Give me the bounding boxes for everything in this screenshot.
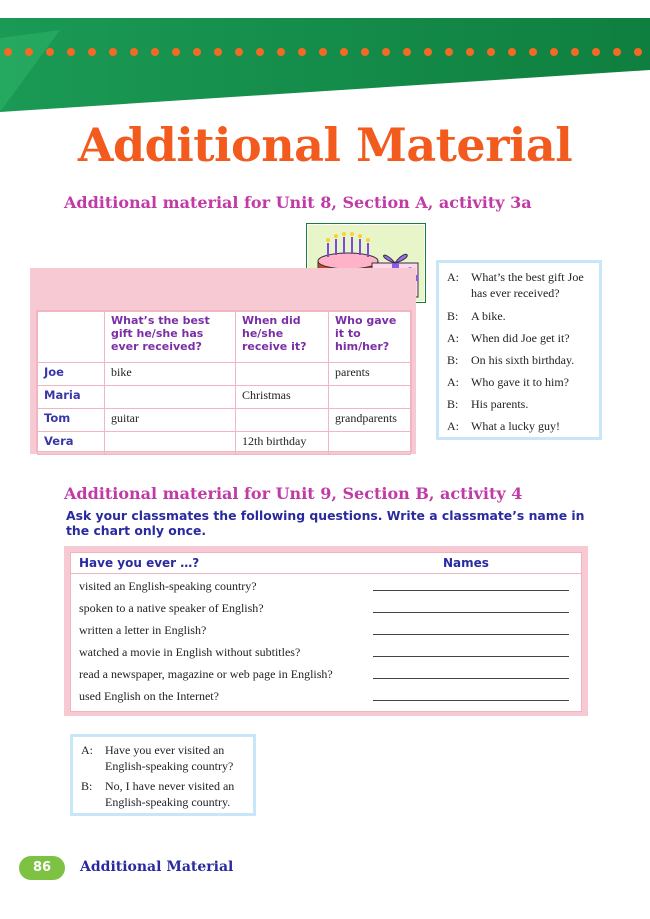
row-who [329, 386, 411, 409]
dialog-box-unit8 [436, 260, 602, 440]
chart-header-names: Names [443, 556, 489, 570]
dialog-line: B: No, I have never visited an English-speaking country. [81, 779, 235, 809]
chart-header-question: Have you ever …? [79, 556, 200, 570]
name-blank[interactable] [373, 590, 569, 591]
dialog-line: A: Who gave it to him? [447, 375, 569, 389]
row-gift [105, 386, 236, 409]
name-blank[interactable] [373, 656, 569, 657]
table-row [38, 409, 411, 432]
section-heading-unit8: Additional material for Unit 8, Section A, activity 3a [64, 193, 532, 212]
dialog-line: A: When did Joe get it? [447, 331, 570, 345]
name-blank[interactable] [373, 612, 569, 613]
page-number-badge: 86 [19, 856, 65, 880]
chart-header [71, 553, 581, 574]
row-name: Vera [38, 432, 105, 455]
dialog-line: A: What’s the best gift Joe has ever received? [447, 270, 584, 300]
dialog-line: A: What a lucky guy! [447, 419, 560, 433]
table-header-when: When did he/she receive it? [236, 312, 329, 363]
table-row [38, 363, 411, 386]
table-header-who: Who gave it to him/her? [329, 312, 411, 363]
list-item: used English on the Internet? [71, 684, 581, 706]
name-blank[interactable] [373, 634, 569, 635]
list-item: spoken to a native speaker of English? [71, 596, 581, 618]
row-name: Maria [38, 386, 105, 409]
header-banner [0, 0, 650, 120]
row-name: Tom [38, 409, 105, 432]
table-header-name [38, 312, 105, 363]
page-title: Additional Material [77, 118, 573, 172]
list-item: read a newspaper, magazine or web page in English? [71, 662, 581, 684]
section-heading-unit9: Additional material for Unit 9, Section B, activity 4 [64, 484, 523, 503]
dialog-line: A: Have you ever visited an English-speaking country? [81, 743, 234, 773]
name-blank[interactable] [373, 678, 569, 679]
row-when [236, 409, 329, 432]
list-item: written a letter in English? [71, 618, 581, 640]
instruction-text: Ask your classmates the following questions. Write a classmate’s name in the chart only once. [66, 508, 585, 538]
dialog-line: B: A bike. [447, 309, 506, 323]
row-gift: guitar [105, 409, 236, 432]
list-item: watched a movie in English without subtitles? [71, 640, 581, 662]
row-name: Joe [38, 363, 105, 386]
dialog-box-unit9 [70, 734, 256, 816]
row-who [329, 432, 411, 455]
table-row [38, 432, 411, 455]
row-when [236, 363, 329, 386]
row-who: parents [329, 363, 411, 386]
row-who: grandparents [329, 409, 411, 432]
gift-table [36, 310, 412, 452]
row-when: 12th birthday [236, 432, 329, 455]
row-gift: bike [105, 363, 236, 386]
name-blank[interactable] [373, 700, 569, 701]
table-row [38, 386, 411, 409]
row-when: Christmas [236, 386, 329, 409]
row-gift [105, 432, 236, 455]
dialog-line: B: On his sixth birthday. [447, 353, 575, 367]
dialog-line: B: His parents. [447, 397, 529, 411]
list-item: visited an English-speaking country? [71, 574, 581, 596]
footer-label: Additional Material [80, 859, 234, 875]
table-header-gift: What’s the best gift he/she has ever received? [105, 312, 236, 363]
names-chart [70, 552, 582, 712]
